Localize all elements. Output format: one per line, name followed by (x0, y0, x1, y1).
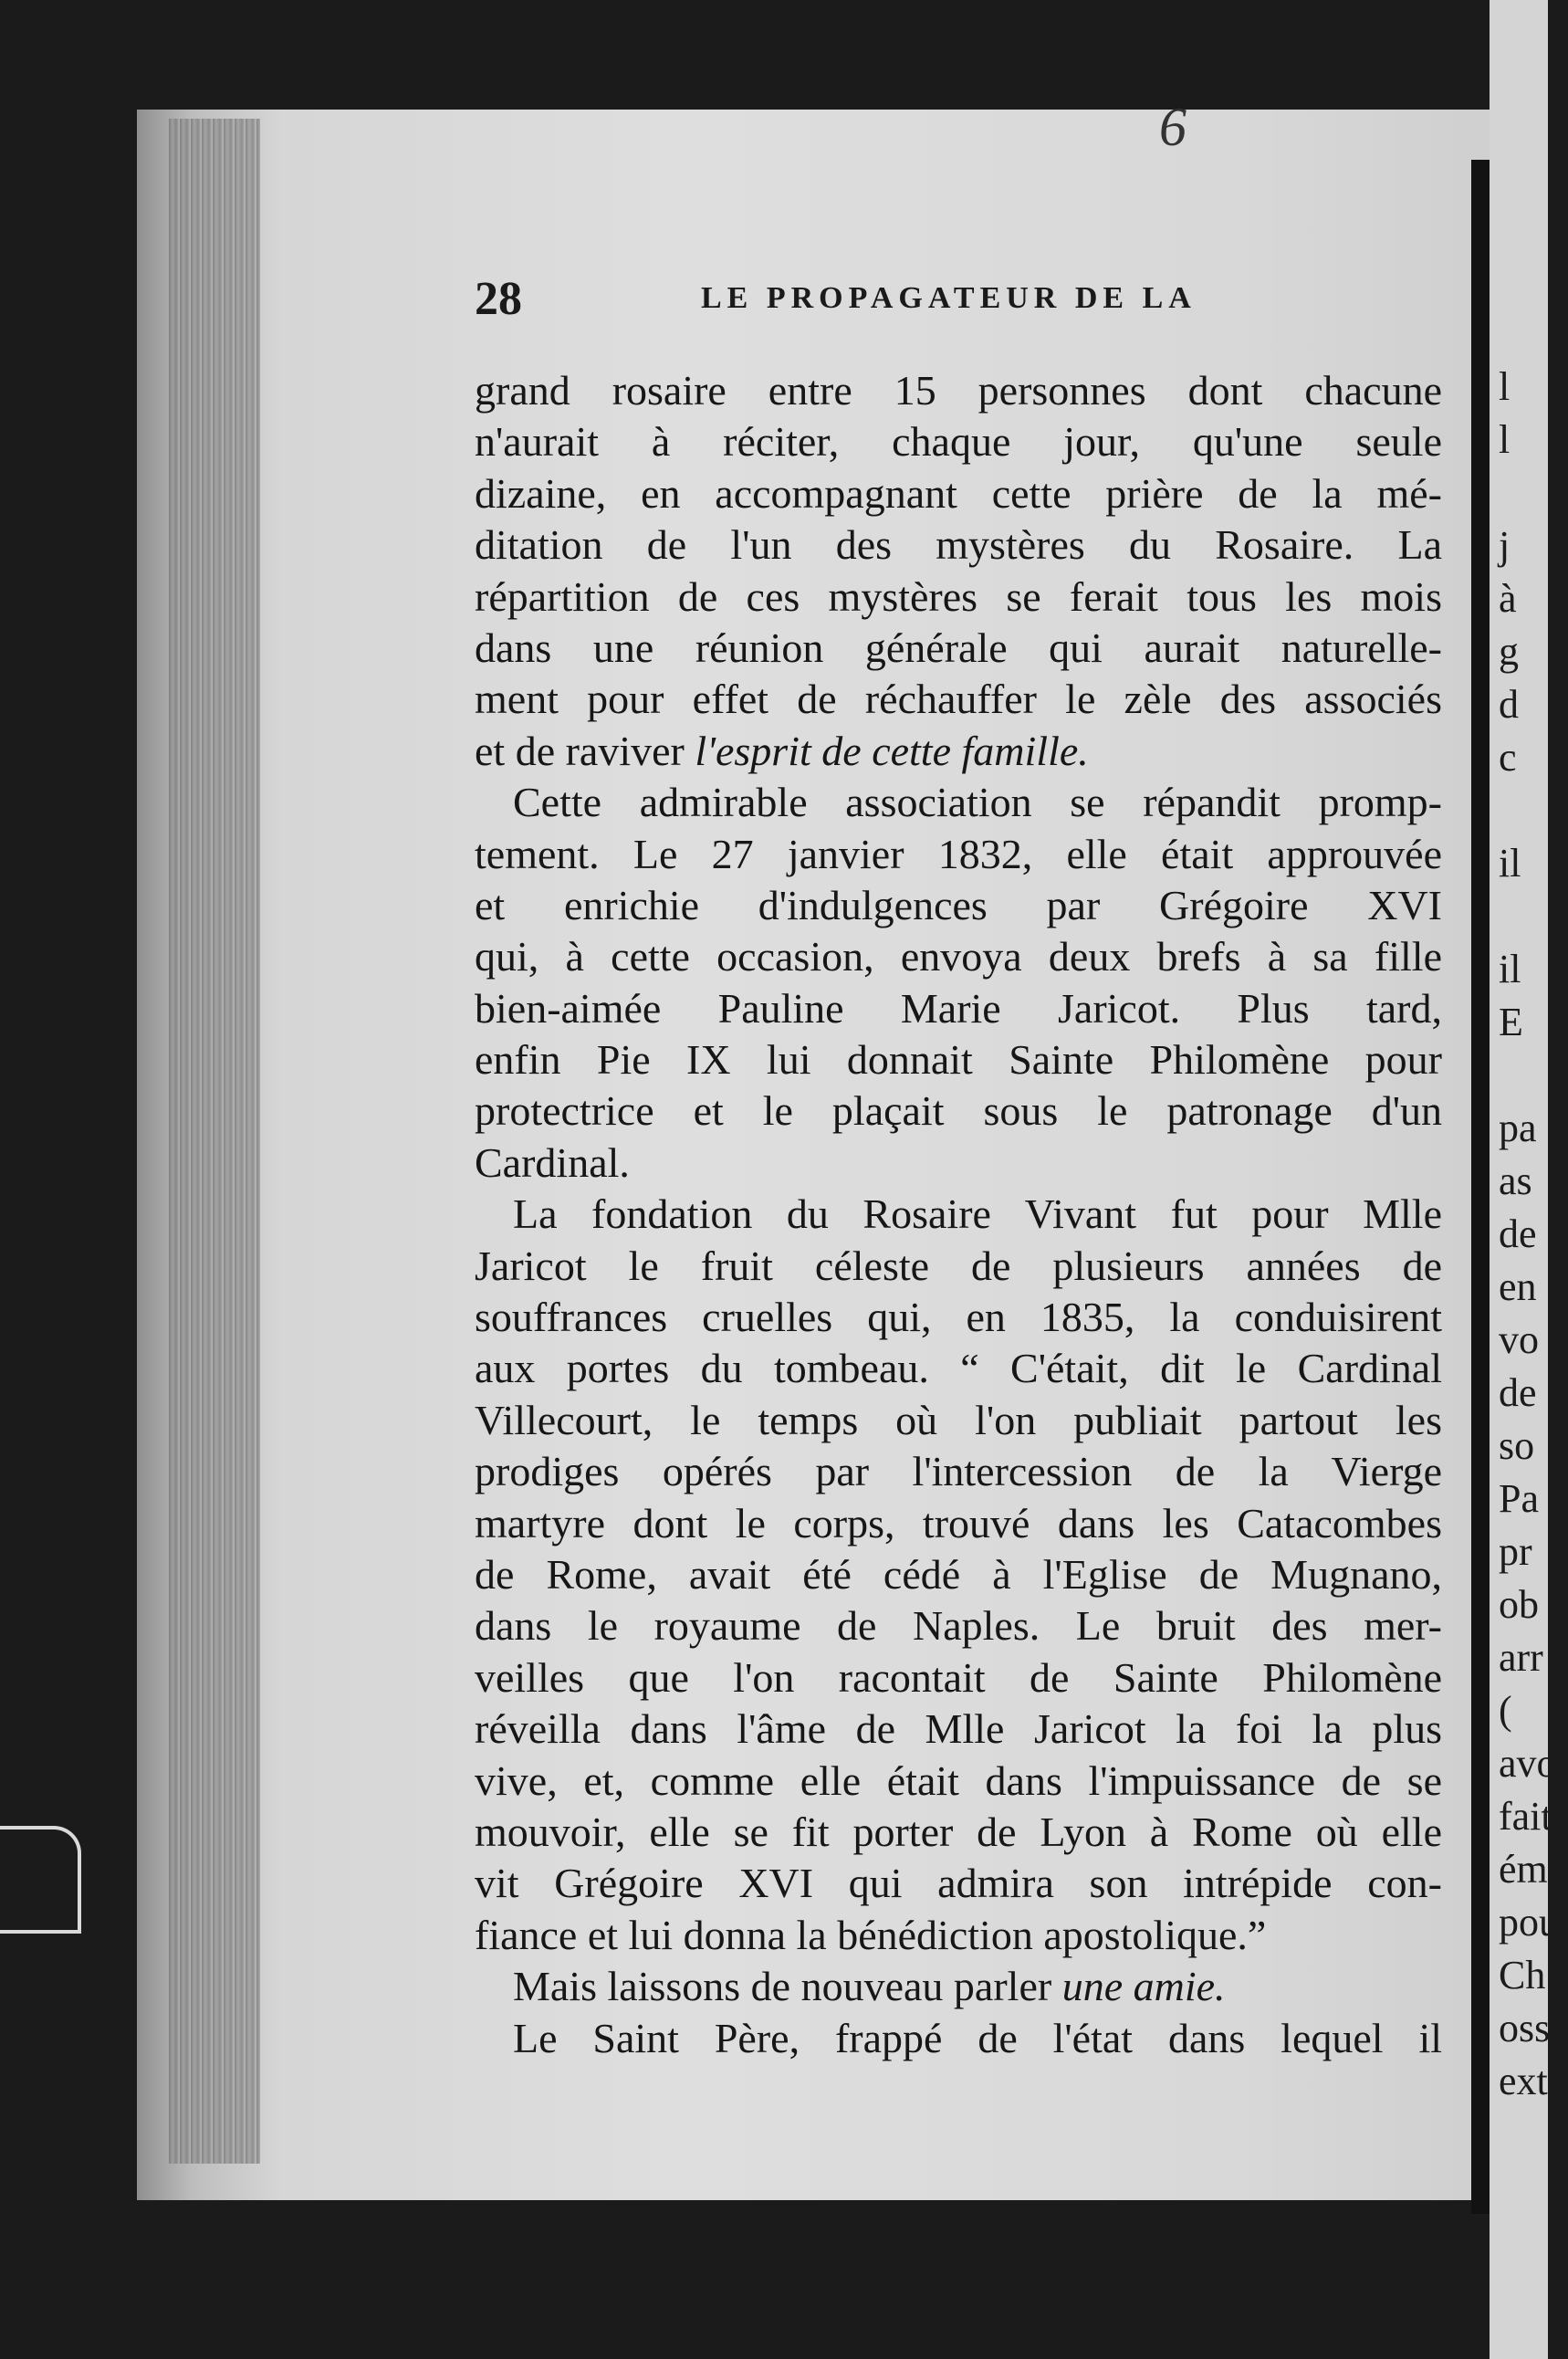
line-text: aux portes du tombeau. “ C'était, dit le Cardinal (475, 1345, 1442, 1392)
text-line (475, 623, 1442, 674)
text-line (475, 1652, 1442, 1704)
text-line (475, 519, 1442, 571)
line-text: et de raviver (475, 727, 695, 774)
margin-fragment: arr (1499, 1635, 1543, 1680)
next-page-margin-text (1499, 361, 1568, 2108)
text-line (475, 1910, 1442, 1961)
line-text: prodiges opérés par l'intercession de la Vierge (475, 1448, 1442, 1495)
margin-fragment: j (1499, 523, 1511, 568)
margin-fragment: en (1499, 1264, 1537, 1309)
text-line (475, 1446, 1442, 1497)
text-line (475, 1549, 1442, 1600)
body-text (475, 365, 1442, 2064)
margin-fragment: l (1499, 417, 1511, 462)
line-text: Jaricot le fruit céleste de plusieurs années de (475, 1242, 1442, 1289)
text-line (475, 1085, 1442, 1137)
margin-fragment: Pa (1499, 1476, 1539, 1521)
line-text: et enrichie d'indulgences par Grégoire XVI (475, 881, 1442, 928)
text-line (475, 365, 1442, 416)
text-line (475, 726, 1442, 777)
text-line (475, 1704, 1442, 1755)
margin-fragment: vo (1499, 1317, 1539, 1362)
line-text: répartition de ces mystères se ferait tous les mois (475, 572, 1442, 620)
text-line (475, 2013, 1442, 2064)
text-line (475, 1241, 1442, 1292)
margin-fragment: d (1499, 682, 1519, 727)
line-text: veilles que l'on racontait de Sainte Philomène (475, 1653, 1442, 1701)
line-italic-text: l'esprit de cette famille. (695, 727, 1089, 774)
line-text: qui, à cette occasion, envoya deux brefs à sa fille (475, 933, 1442, 980)
text-line (475, 1395, 1442, 1446)
text-line (475, 1034, 1442, 1085)
line-text: martyre dont le corps, trouvé dans les Catacombes (475, 1499, 1442, 1546)
margin-fragment: il (1499, 947, 1521, 991)
page-number: 28 (475, 273, 522, 325)
line-text: Villecourt, le temps où l'on publiait partout les (475, 1396, 1442, 1443)
text-line (475, 1189, 1442, 1240)
margin-fragment: so (1499, 1423, 1535, 1468)
text-line (475, 829, 1442, 880)
line-text: dizaine, en accompagnant cette prière de la mé- (475, 469, 1442, 517)
margin-fragment: l (1499, 364, 1511, 409)
line-text: Cardinal. (475, 1138, 630, 1186)
text-line (475, 1961, 1442, 2012)
text-line (475, 777, 1442, 828)
text-line (475, 983, 1442, 1034)
page-edge-rule (1471, 160, 1490, 2214)
margin-fragment: c (1499, 735, 1517, 780)
margin-fragment: à (1499, 576, 1517, 621)
pencil-mark: 6 (1159, 97, 1186, 157)
margin-fragment: fait (1499, 1794, 1552, 1839)
line-text: enfin Pie IX lui donnait Sainte Philomène pour (475, 1036, 1442, 1084)
line-text: Cette admirable association se répandit promp- (513, 779, 1442, 826)
margin-fragment: de (1499, 1370, 1537, 1415)
line-text: vit Grégoire XVI qui admira son intrépide con- (475, 1860, 1442, 1907)
margin-fragment (1499, 890, 1553, 943)
line-text: fiance et lui donna la bénédiction apostolique.” (475, 1911, 1267, 1958)
text-line (475, 674, 1442, 725)
line-text: réveilla dans l'âme de Mlle Jaricot la foi la plus (475, 1705, 1442, 1753)
margin-fragment: oss (1499, 2006, 1551, 2050)
text-line (475, 571, 1442, 623)
margin-fragment: ext (1499, 2059, 1548, 2103)
line-text: Le Saint Père, frappé de l'état dans lequel il (513, 2014, 1442, 2061)
text-line (475, 1343, 1442, 1394)
running-head: LE PROPAGATEUR DE LA (701, 281, 1197, 315)
text-line (475, 1600, 1442, 1651)
text-line (475, 931, 1442, 982)
text-line (475, 416, 1442, 467)
margin-fragment: de (1499, 1211, 1537, 1256)
line-text: Mais laissons de nouveau parler (513, 1963, 1062, 2010)
margin-fragment: pa (1499, 1106, 1537, 1150)
line-text: mouvoir, elle se fit porter de Lyon à Rome où elle (475, 1808, 1442, 1855)
line-text: ment pour effet de réchauffer le zèle des associés (475, 676, 1442, 723)
margin-fragment: il (1499, 841, 1521, 886)
text-line (475, 1498, 1442, 1549)
margin-fragment (1499, 1049, 1553, 1102)
margin-fragment: pr (1499, 1529, 1532, 1574)
line-text: tement. Le 27 janvier 1832, elle était approuvée (475, 830, 1442, 877)
text-line (475, 1858, 1442, 1909)
text-line (475, 1756, 1442, 1807)
margin-fragment: Ch (1499, 1953, 1546, 1997)
line-text: ditation de l'un des mystères du Rosaire. La (475, 521, 1442, 569)
line-text: grand rosaire entre 15 personnes dont chacune (475, 367, 1442, 414)
line-text: vive, et, comme elle était dans l'impuissance de se (475, 1756, 1442, 1804)
margin-fragment: as (1499, 1159, 1532, 1203)
text-line (475, 1138, 1442, 1189)
line-text: souffrances cruelles qui, en 1835, la conduisirent (475, 1294, 1442, 1341)
margin-fragment (1499, 784, 1553, 837)
line-text: n'aurait à réciter, chaque jour, qu'une seule (475, 418, 1442, 466)
line-text: dans une réunion générale qui aurait naturelle- (475, 624, 1442, 671)
line-text: protectrice et le plaçait sous le patronage d'un (475, 1087, 1442, 1135)
margin-fragment: pou (1499, 1900, 1559, 1945)
margin-fragment: ( (1499, 1688, 1512, 1733)
clip-mark (0, 1826, 81, 1934)
binding-shadow (169, 119, 260, 2164)
line-text: de Rome, avait été cédé à l'Eglise de Mugnano, (475, 1550, 1442, 1598)
margin-fragment: ému (1499, 1847, 1568, 1892)
text-line (475, 1807, 1442, 1858)
line-text: bien-aimée Pauline Marie Jaricot. Plus tard, (475, 984, 1442, 1032)
margin-fragment (1499, 467, 1553, 519)
text-line (475, 880, 1442, 931)
margin-fragment: ob (1499, 1582, 1539, 1627)
text-line (475, 1292, 1442, 1343)
margin-fragment: g (1499, 629, 1519, 674)
margin-fragment: E (1499, 1000, 1523, 1044)
line-text: dans le royaume de Naples. Le bruit des mer- (475, 1602, 1442, 1650)
line-text: La fondation du Rosaire Vivant fut pour Mlle (513, 1190, 1442, 1238)
margin-fragment: avo (1499, 1741, 1557, 1786)
line-italic-text: une amie. (1061, 1963, 1226, 2010)
text-line (475, 468, 1442, 519)
